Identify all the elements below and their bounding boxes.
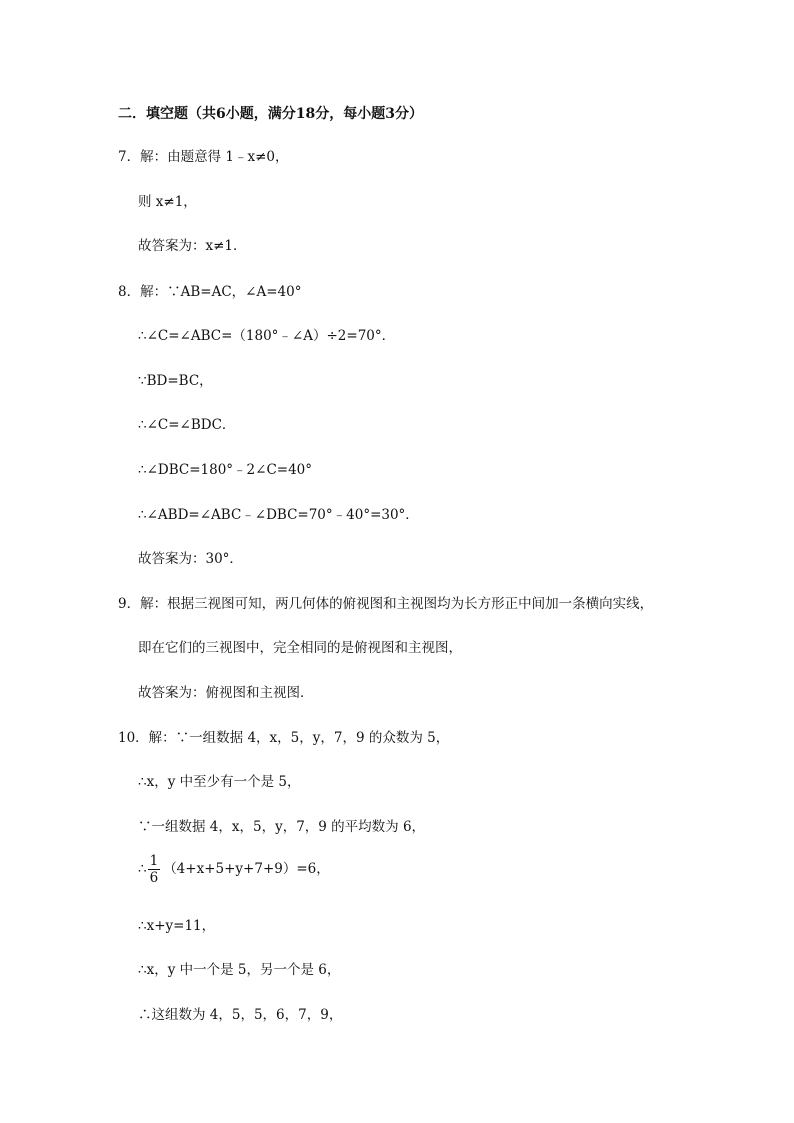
answer-9-line: 故答案为：俯视图和主视图． [138,685,314,701]
answer-10-line: 10．解：∵一组数据 4，x，5，y，7，9 的众数为 5， [118,730,450,746]
fraction-suffix: （4+x+5+y+7+9）=6， [163,861,330,877]
fraction-numerator: 1 [149,853,159,869]
answer-8-line: ∵BD=BC， [138,373,213,389]
fraction [148,853,161,886]
answer-10-line: ∴这组数为 4，5，5，6，7，9， [138,1007,343,1023]
fraction-denominator: 6 [149,870,159,886]
fraction-prefix: ∴ [138,861,147,877]
answer-8-line: 故答案为：30°． [138,551,243,567]
answer-8-line: 8．解：∵AB=AC，∠A=40° [118,284,302,300]
answer-7-line: 故答案为：x≠1． [138,238,247,254]
answer-10-line: ∴x+y=11， [138,918,216,934]
answer-8-line: ∴∠C=∠BDC． [138,417,236,433]
answer-7-line: 则 x≠1， [138,194,197,210]
answer-8-line: ∴∠DBC=180°﹣2∠C=40° [138,462,313,478]
answer-10-line: ∴x，y 中至少有一个是 5， [138,774,301,790]
answer-8-line: ∴∠C=∠ABC=（180°﹣∠A）÷2=70°． [138,328,396,344]
answer-7-line: 7．解：由题意得 1﹣x≠0， [118,149,289,165]
answer-10-line: ∴x，y 中一个是 5，另一个是 6， [138,962,341,978]
answer-10-line: ∵一组数据 4，x，5，y，7，9 的平均数为 6， [138,819,426,835]
answer-9-line: 即在它们的三视图中，完全相同的是俯视图和主视图， [138,640,462,656]
section-title: 二．填空题（共6小题，满分18分，每小题3分） [118,106,423,122]
answer-8-line: ∴∠ABD=∠ABC﹣∠DBC=70°﹣40°=30°． [138,507,419,523]
fraction-line [138,852,330,886]
answer-9-line: 9．解：根据三视图可知，两几何体的俯视图和主视图均为长方形正中间加一条横向实线， [118,596,654,612]
